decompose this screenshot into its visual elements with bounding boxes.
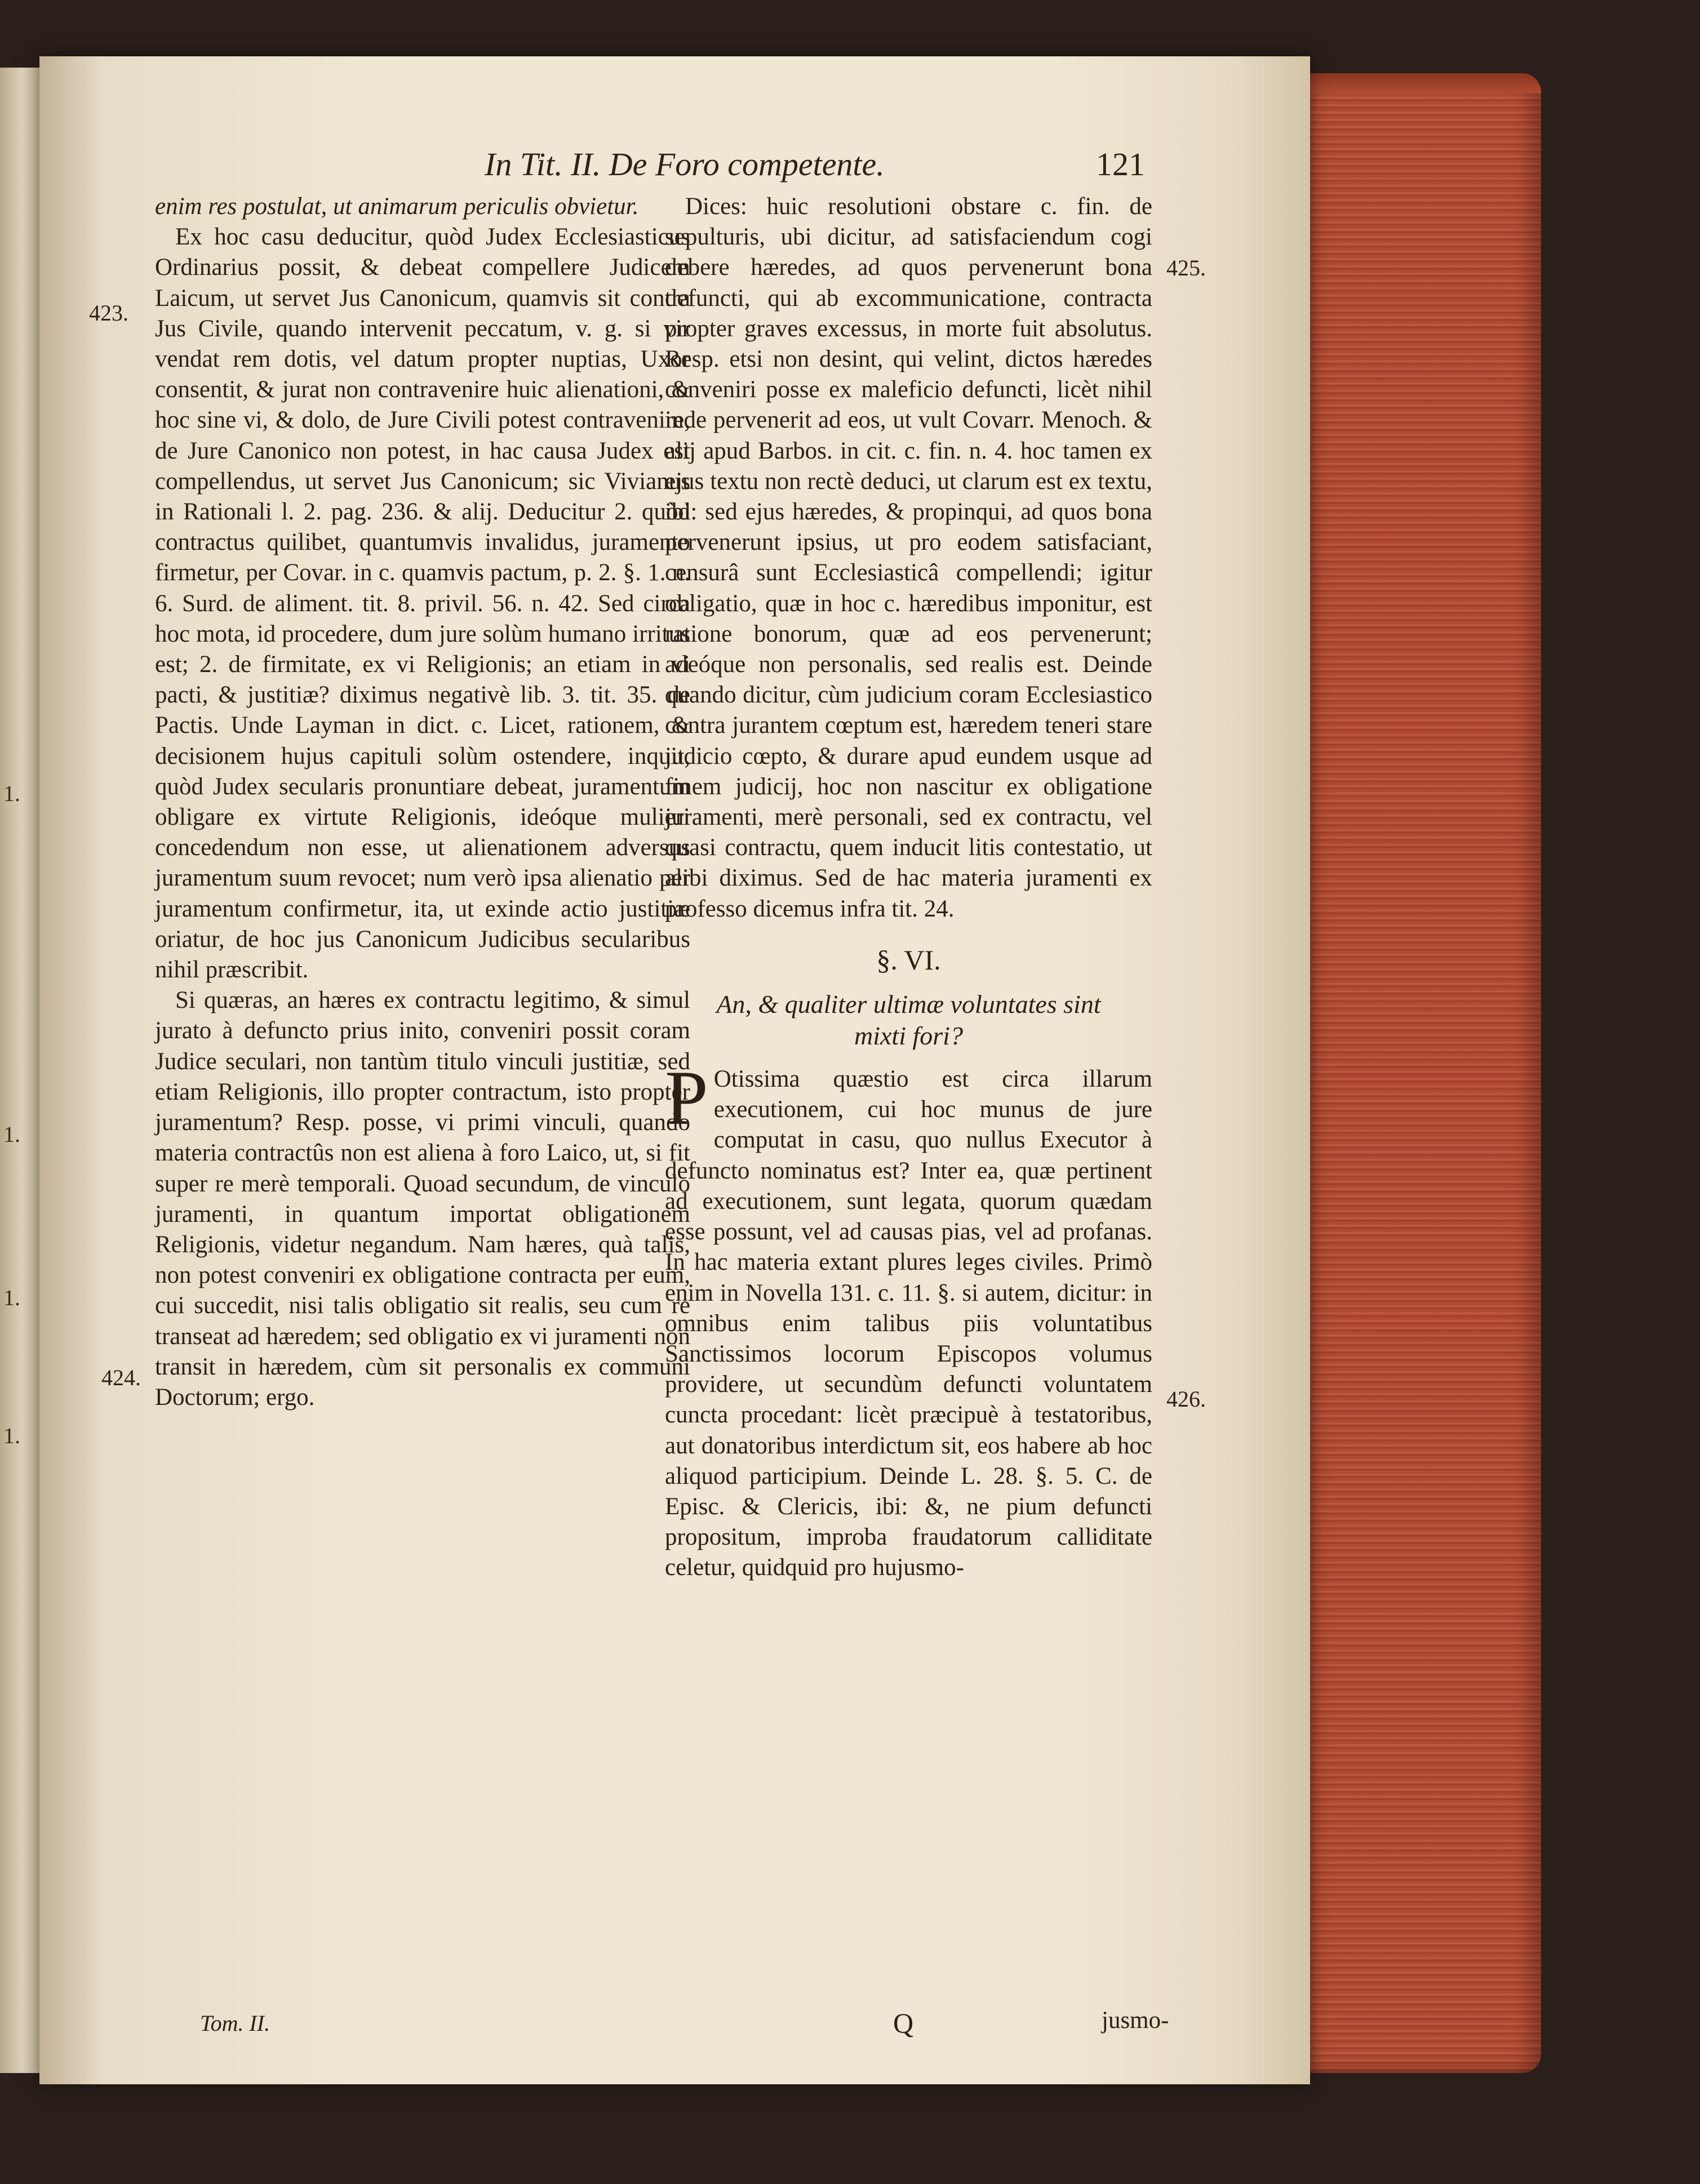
fragment-number: 1. — [3, 1423, 20, 1448]
fragment-number: 1. — [3, 1122, 20, 1147]
signature-mark: Q — [893, 2007, 914, 2039]
paragraph-424: Si quæras, an hæres ex contractu legitimo, & simul jurato à defuncto prius inito, conveniri possit coram Judice seculari, non tantùm titulo vinculi justitiæ, sed etiam Religionis, illo propter contractum, isto propter juramentum? Resp. posse, vi primi vinculi, quando materia contractûs non est aliena à foro Laico, ut, si fit super re merè temporali. Quoad secundum, de vinculo juramenti, in quantum importat obligationem Religionis, videtur negandum. Nam hæres, quà talis, non potest conveniri ex obligatione contracta per eum, cui succedit, nisi talis obligatio sit realis, seu cum re transeat ad hæredem; sed obligatio ex vi juramenti non transit in hæredem, cùm sit personalis ex communi Doctorum; ergo. — [155, 987, 690, 1411]
facing-page-fragment — [0, 68, 39, 2073]
paragraph-426-text: Otissima quæstio est circa illarum executionem, cui hoc munus de jure computat in casu, quo nullus Executor à defuncto nominatus est? Inter ea, quæ pertinent ad executionem, sunt legata, quorum quædam esse possunt, vel ad causas pias, vel ad profanas. In hac materia extant plures leges civiles. Primò enim in Novella 131. c. 11. §. si autem, dicitur: in omnibus enim talibus piis voluntatibus Sanctissimos locorum Episcopos volumus providere, ut secundùm defuncti voluntatem cuncta procedant: licèt præcipuè à testatoribus, aut donatoribus interdictum sit, eos habere ab hoc aliquod participium. Deinde L. 28. §. 5. C. de Episc. & Clericis, ibi: &, ne pium defuncti propositum, improba fraudatorum calliditate celetur, quidquid pro hujusmo- — [665, 1066, 1152, 1581]
paragraph-number-426: 426. — [1166, 1386, 1206, 1412]
page-number: 121 — [1096, 146, 1145, 183]
volume-signature: Tom. II. — [200, 2010, 270, 2036]
continuation-text: enim res postulat, ut animarum periculis obvietur. — [155, 193, 639, 220]
left-column — [155, 192, 690, 1413]
paragraph-number-424: 424. — [101, 1365, 141, 1390]
drop-capital: P — [665, 1055, 708, 1141]
fragment-number: 1. — [3, 1285, 20, 1310]
running-title: In Tit. II. De Foro competente. — [485, 146, 885, 183]
section-heading: §. VI. — [876, 944, 941, 976]
page-edges-top — [1302, 73, 1541, 94]
paragraph-number-423: 423. — [89, 300, 128, 326]
catchword: jusmo- — [1102, 2007, 1169, 2034]
right-column — [665, 192, 1152, 1583]
paragraph-426 — [665, 1055, 1152, 1583]
fragment-number: 1. — [3, 781, 20, 806]
page-edges — [1302, 73, 1541, 2073]
paragraph-number-425: 425. — [1166, 255, 1206, 281]
book-page — [39, 56, 1310, 2084]
paragraph-425: Dices: huic resolutioni obstare c. fin. de sepulturis, ubi dicitur, ad satisfaciendum cogi debere hæredes, ad quos pervenerunt bona defuncti, qui ab excommunicatione, contracta propter graves excessus, in morte fuit absolutus. Resp. etsi non desint, qui velint, dictos hæredes conveniri posse ex maleficio defuncti, licèt nihil inde pervenerit ad eos, ut vult Covarr. Menoch. & alij apud Barbos. in cit. c. fin. n. 4. hoc tamen ex ejus textu non rectè deduci, ut clarum est ex textu, ibi: sed ejus hæredes, & propinqui, ad quos bona pervenerunt ipsius, ut pro eodem satisfaciant, censurâ sunt Ecclesiasticâ compellendi; igitur obligatio, quæ in hoc c. hæredibus imponitur, est ratione bonorum, quæ ad eos pervenerunt; adeóque non personalis, sed realis est. Deinde quando dicitur, cùm judicium coram Ecclesiastico contra jurantem cœptum est, hæredem teneri stare judicio cœpto, & durare apud eundem usque ad finem judicij, hoc non nascitur ex obligatione juramenti, merè personali, sed ex contractu, vel quasi contractu, quem inducit litis contestatio, ut alibi diximus. Sed de hac materia juramenti ex professo dicemus infra tit. 24. — [665, 193, 1152, 922]
page-header — [39, 145, 1310, 190]
paragraph-423: Ex hoc casu deducitur, quòd Judex Ecclesiasticus Ordinarius possit, & debeat compellere Judicem Laicum, ut servet Jus Canonicum, quamvis sit contra Jus Civile, quando intervenit peccatum, v. g. si vir vendat rem dotis, vel datum propter nuptias, Uxor consentit, & jurat non contravenire huic alienationi, & hoc sine vi, & dolo, de Jure Civili potest contravenire, de Jure Canonico non potest, in hac causa Judex est compellendus, ut servet Jus Canonicum; sic Vivianus in Rationali l. 2. pag. 236. & alij. Deducitur 2. quòd contractus quilibet, quantumvis invalidus, juramento firmetur, per Covar. in c. quamvis pactum, p. 2. §. 1. n. 6. Surd. de aliment. tit. 8. privil. 56. n. 42. Sed circa hoc mota, id procedere, dum jure solùm humano irritus est; 2. de firmitate, ex vi Religionis; an etiam in vi pacti, & justitiæ? diximus negativè lib. 3. tit. 35. de Pactis. Unde Layman in dict. c. Licet, rationem, & decisionem hujus capituli solùm ostendere, inquit, quòd Judex secularis pronuntiare debeat, juramentum obligare ex virtute Religionis, ideóque mulieri concedendum non esse, ut alienationem adversus juramentum suum revocet; num verò ipsa alienatio per juramentum confirmetur, ita, ut exinde actio justitiæ oriatur, de hoc jus Canonicum Judicibus secularibus nihil præscribit. — [155, 224, 690, 984]
section-subheading: An, & qualiter ultimæ voluntates sint mixti fori? — [716, 990, 1101, 1051]
